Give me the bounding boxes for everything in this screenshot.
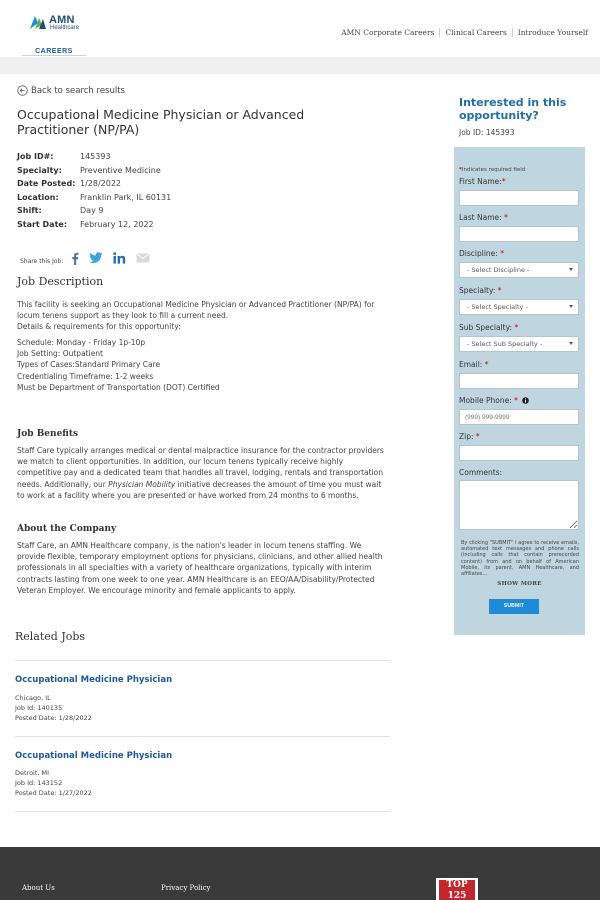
- list-item: Schedule: Monday - Friday 1p-10p: [17, 338, 146, 347]
- last-name-input[interactable]: [459, 226, 579, 242]
- share-bar: [20, 251, 160, 265]
- specialty-select-value: - Select Specialty -: [467, 303, 528, 311]
- job-description-heading: Job Description: [17, 275, 104, 288]
- detail-row-date-posted: [17, 177, 171, 191]
- divider: [15, 811, 390, 812]
- chevron-down-icon: [569, 342, 573, 345]
- nav-link-clinical-careers[interactable]: Clinical Careers: [440, 28, 512, 37]
- sub-specialty-select[interactable]: [459, 336, 579, 352]
- discipline-label: Discipline: *: [459, 249, 504, 258]
- logo-subtext: Healthcare: [50, 25, 80, 31]
- detail-row-shift: [17, 204, 171, 218]
- related-job-title-link[interactable]: Occupational Medicine Physician: [15, 751, 173, 761]
- top-125-badge-label: TOP 125: [439, 880, 475, 900]
- detail-label: Start Date:: [17, 219, 68, 229]
- consent-text: By clicking "SUBMIT" I agree to receive emails, automated text messages and phone calls (including calls that contain prerecorded content) from and on behalf of American Mobile, its parent, AMN Healthcare, and affiliates...: [461, 540, 579, 578]
- footer-link-privacy-policy[interactable]: Privacy Policy: [161, 884, 211, 892]
- related-job-location: Detroit, MI: [15, 769, 50, 777]
- specialty-select[interactable]: [459, 299, 579, 315]
- detail-row-specialty: [17, 164, 171, 178]
- about-company-text: Staff Care, an AMN Healthcare company, is the nation's leader in locum tenens staffing. We provide flexible, temporary employment options for physicians, clinicians, and other allied health professionals in all specialties with a variety of healthcare organizations, typically with interim contracts lasting from one week to one year. AMN Healthcare is an EEO/AA/Disability/Protected Veteran Employer. We encourage minority and female applicants to apply.: [17, 541, 383, 595]
- related-job-posted: Posted Date: 1/27/2022: [15, 789, 92, 797]
- job-title: Occupational Medicine Physician or Advanced Practitioner (NP/PA): [17, 107, 305, 137]
- list-item: Job Setting: Outpatient: [17, 349, 103, 359]
- comments-label: Comments:: [459, 468, 503, 477]
- detail-value: February 12, 2022: [80, 219, 154, 229]
- sidebar-heading: Interested in this opportunity?: [459, 96, 567, 122]
- description-intro: This facility is seeking an Occupational Medicine Physician or Advanced Practitioner (NP/PA) for locum tenens support as they look to fill a current need.: [17, 300, 375, 321]
- detail-label: Date Posted:: [17, 179, 76, 188]
- show-more-link[interactable]: SHOW MORE: [497, 581, 542, 587]
- divider: [15, 660, 390, 661]
- zip-input[interactable]: [459, 445, 579, 461]
- chevron-down-icon: [569, 305, 573, 308]
- mobile-phone-label: Mobile Phone: *: [459, 396, 529, 405]
- amn-logo-icon: [29, 14, 47, 30]
- linkedin-icon[interactable]: [113, 252, 126, 264]
- footer-link-about-us[interactable]: About Us: [22, 884, 55, 892]
- description-details-intro: Details & requirements for this opportunity:: [17, 322, 181, 331]
- required-field-note: *Indicates required field: [459, 167, 526, 173]
- discipline-select-value: - Select Discipline -: [467, 266, 530, 274]
- related-job-location: Chicago, IL: [15, 694, 51, 702]
- detail-row-job-id: [17, 150, 171, 164]
- last-name-label: Last Name: *: [459, 213, 508, 222]
- amn-logo[interactable]: [22, 10, 86, 56]
- info-icon[interactable]: [522, 397, 529, 404]
- detail-value: 1/28/2022: [80, 179, 122, 188]
- zip-label: Zip: *: [459, 432, 480, 441]
- related-job-title-link[interactable]: Occupational Medicine Physician: [15, 675, 173, 685]
- about-company-heading: About the Company: [17, 524, 117, 534]
- detail-value: Franklin Park, IL 60131: [80, 192, 172, 202]
- related-job-meta: [15, 768, 92, 798]
- detail-label: Shift:: [17, 206, 42, 215]
- related-job-meta: [15, 693, 92, 723]
- detail-value: Preventive Medicine: [80, 165, 161, 175]
- email-share-icon[interactable]: [136, 253, 150, 263]
- job-details: [17, 150, 171, 231]
- facebook-icon[interactable]: [71, 252, 79, 265]
- detail-label: Location:: [17, 192, 59, 202]
- chevron-down-icon: [569, 268, 573, 271]
- detail-value: 145393: [80, 152, 111, 161]
- back-link-label: Back to search results: [31, 85, 125, 96]
- sub-specialty-label: Sub Specialty: *: [459, 323, 519, 332]
- detail-label: Specialty:: [17, 165, 62, 175]
- site-header: [0, 0, 600, 57]
- discipline-select[interactable]: [459, 262, 579, 278]
- logo-careers-label: CAREERS: [35, 48, 73, 55]
- related-job-id: Job Id: 140135: [15, 704, 63, 712]
- list-item: Types of Cases:Standard Primary Care: [17, 360, 161, 370]
- header-divider-bar: [0, 57, 600, 74]
- arrow-left-circle-icon: [17, 85, 28, 96]
- list-item: Credentialing Timeframe: 1-2 weeks: [17, 371, 154, 381]
- detail-value: Day 9: [80, 206, 104, 215]
- back-to-results-link[interactable]: [17, 85, 125, 96]
- detail-row-location: [17, 191, 171, 205]
- twitter-icon[interactable]: [89, 252, 103, 264]
- list-item: Must be Department of Transportation (DOT) Certified: [17, 382, 220, 392]
- comments-textarea[interactable]: [459, 480, 579, 530]
- mobile-phone-input[interactable]: [459, 409, 579, 425]
- divider: [15, 736, 390, 737]
- job-benefits-heading: Job Benefits: [17, 429, 79, 439]
- share-label: Share this Job:: [20, 258, 64, 265]
- related-job-posted: Posted Date: 1/28/2022: [15, 714, 92, 722]
- first-name-input[interactable]: [459, 190, 579, 206]
- top-nav: [336, 28, 588, 37]
- top-125-badge: [436, 878, 478, 900]
- description-list: [17, 337, 389, 393]
- submit-button[interactable]: SUBMIT: [489, 599, 539, 614]
- sub-specialty-select-value: - Select Sub Specialty -: [467, 340, 543, 348]
- first-name-label: First Name:*: [459, 177, 506, 186]
- benefits-text: Staff Care typically arranges medical or dental malpractice insurance for the contractor providers we match to client opportunities. In addition, our locum tenens typically receive highly competitive pay and a dedicated team that handles all travel, lodging, rentals and transportation needs. Additionally, our Physician Mobility initiative decreases the amount of time you must wait to work at a facility where you are presented or have worked from 24 months to 6 months.: [17, 446, 384, 500]
- related-jobs-heading: Related Jobs: [15, 630, 86, 643]
- logo-text: AMN: [49, 14, 75, 26]
- nav-link-corporate-careers[interactable]: AMN Corporate Careers: [336, 28, 440, 37]
- nav-link-introduce-yourself[interactable]: Introduce Yourself: [517, 28, 588, 37]
- related-job-id: Job Id: 143152: [15, 779, 63, 787]
- email-input[interactable]: [459, 373, 579, 389]
- detail-row-start-date: [17, 218, 171, 232]
- sidebar-job-id: Job ID: 145393: [459, 128, 515, 137]
- email-label: Email: *: [459, 360, 489, 369]
- detail-label: Job ID#:: [17, 152, 54, 161]
- site-footer: [0, 847, 600, 900]
- specialty-label: Specialty: *: [459, 286, 502, 295]
